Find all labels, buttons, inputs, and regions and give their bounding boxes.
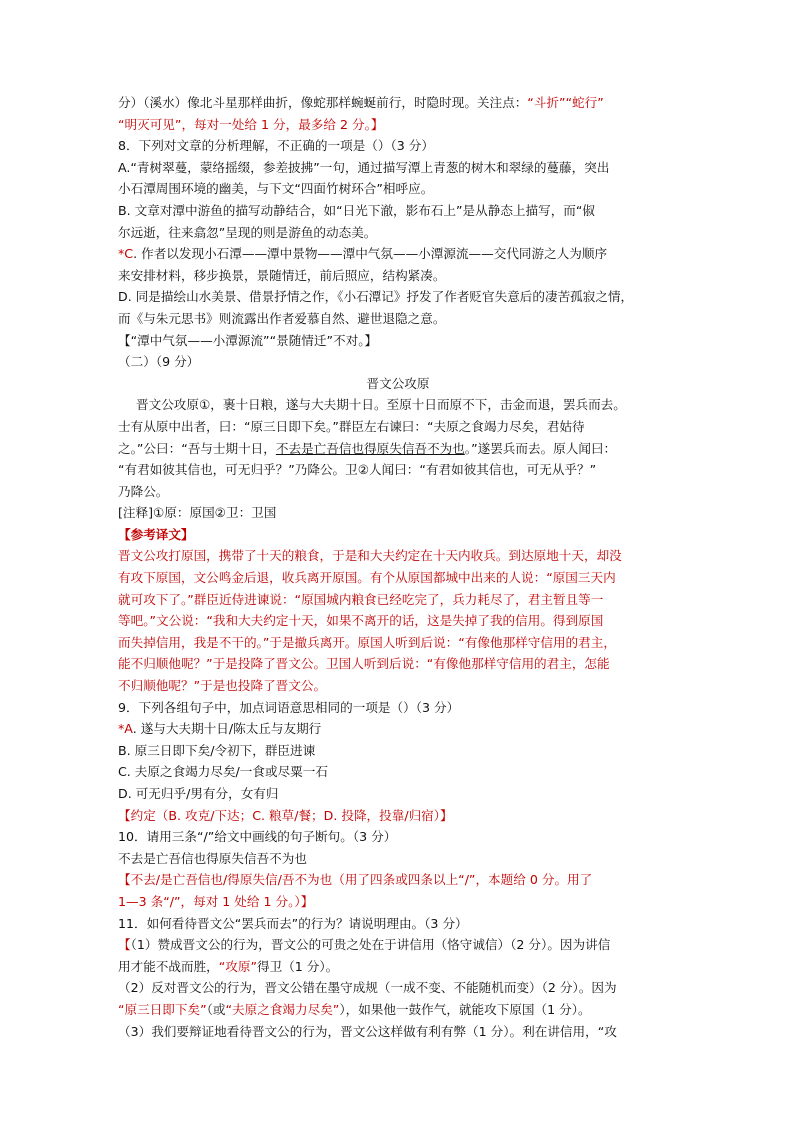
answer-9: 【约定（B. 攻克/下达；C. 粮草/餐；D. 投降，投靠/归宿）】 [118,807,453,823]
option-b-cont: 尔远逝，往来翕忽”呈现的则是游鱼的动态美。 [118,224,377,240]
answer-11-line: 【（1）赞成晋文公的行为，晋文公的可贵之处在于讲信用（恪守诚信）（2 分）。因为讲信 [118,937,611,953]
document-page [118,92,678,1042]
correct-mark: *A [118,721,133,737]
underlined-sentence: 不去是亡吾信也得原失信吾不为也 [275,440,465,456]
answer-8: 【“潭中气氛——小潭源流”“景随情迁”不对。】 [118,332,378,348]
option-a: *A. 遂与大夫期十日/陈太丘与友期行 [118,721,322,737]
translation-line: 不归顺他呢？”于是也投降了晋文公。 [118,678,327,694]
answer-11-line: （3）我们要辩证地看待晋文公的行为，晋文公这样做有利有弊（1 分）。利在讲信用，“攻 [118,1023,617,1039]
answer-line: 分）（溪水）像北斗星那样曲折，像蛇那样蜿蜒前行，时隐时现。关注点：“斗折”“蛇行” [118,95,604,110]
section-label: （二）（9 分） [118,354,200,370]
answer-line: “明灭可见”，每对一处给 1 分，最多给 2 分。】 [118,116,384,132]
translation-line: 有攻下原国，文公鸣金后退，收兵离开原国。有个从原国都城中出来的人说：“原国三天内 [118,570,616,586]
translation-line: 就可攻下了。”群臣近侍进谏说：“原国城内粮食已经吃完了，兵力耗尽了，君主暂且等一 [118,591,604,607]
option-d-cont: 而《与朱元思书》则流露出作者爱慕自然、避世退隐之意。 [118,310,446,326]
option-b: B. 文章对潭中游鱼的描写动静结合，如“日光下澈，影布石上”是从静态上描写，而“俶 [118,202,596,218]
passage-line: 乃降公。 [118,483,169,499]
annotation-note: [注释]①原：原国②卫：卫国 [118,505,277,521]
question-10-stem: 10．请用三条“/”给文中画线的句子断句。（3 分） [118,829,397,845]
passage-line: 晋文公攻原①，裹十日粮，遂与大夫期十日。至原十日而原不下，击金而退，罢兵而去。 [136,397,626,413]
option-c: *C. 作者以发现小石潭——潭中景物——潭中气氛——小潭源流——交代同游之人为顺序 [118,246,608,262]
question-9-stem: 9．下列各组句子中，加点词语意思相同的一项是（）（3 分） [118,699,460,715]
option-d: D. 同是描绘山水美景、借景抒情之作，《小石潭记》抒发了作者贬官失意后的凄苦孤寂之情， [118,289,634,305]
option-b: B. 原三日即下矣/令初下，群臣进谏 [118,742,316,758]
question-10-sentence: 不去是亡吾信也得原失信吾不为也 [118,850,307,866]
answer-11-line: “原三日即下矣”（或“夫原之食竭力尽矣”），如果他一鼓作气，就能攻下原国（1 分）。 [118,1001,591,1017]
passage-line: “有君如彼其信也，可无归乎？”乃降公。卫②人闻曰：“有君如彼其信也，可无从乎？” [118,462,597,478]
translation-header: 【参考译文】 [118,526,194,542]
answer-10-cont: 1—3 条“/”，每对 1 处给 1 分。）】 [118,893,314,909]
translation-line: 晋文公攻打原国，携带了十天的粮食，于是和大夫约定在十天内收兵。到达原地十天，却没 [118,548,622,564]
option-c-cont: 来安排材料，移步换景，景随情迁，前后照应，结构紧凑。 [118,267,446,283]
translation-line: 能不归顺他呢？”于是投降了晋文公。卫国人听到后说：“有像他那样守信用的君主，怎能 [118,656,610,672]
translation-line: 等吧。”文公说：“我和大夫约定十天，如果不离开的话，这是失掉了我的信用。得到原国 [118,613,604,629]
translation-line: 而失掉信用，我是不干的。”于是撤兵离开。原国人听到后说：“有像他那样守信用的君主， [118,634,616,650]
option-a: A.“青树翠蔓，蒙络摇缀，参差披拂”一句，通过描写潭上青葱的树木和翠绿的蔓藤，突出 [118,159,610,175]
question-8-stem: 8．下列对文章的分析理解，不正确的一项是（）（3 分） [118,138,434,154]
option-c: C. 夫原之食竭力尽矣/一食或尽粟一石 [118,764,328,780]
question-11-stem: 11．如何看待晋文公“罢兵而去”的行为？请说明理由。（3 分） [118,915,468,931]
passage-line: 士有从原中出者，曰：“原三日即下矣。”群臣左右谏曰：“夫原之食竭力尽矣，君姑待 [118,418,585,434]
passage-line: 之。”公曰：“吾与士期十日，不去是亡吾信也得原失信吾不为也。”遂罢兵而去。原人闻曰： [118,440,617,456]
answer-11-line: 用才能不战而胜，“攻原”得卫（1 分）。 [118,958,339,974]
option-a-cont: 小石潭周围环境的幽美，与下文“四面竹树环合”相呼应。 [118,181,434,197]
correct-mark: *C [118,246,134,262]
answer-10: 【不去/是亡吾信也/得原失信/吾不为也（用了四条或四条以上“/”，本题给 0 分。用了 [118,872,593,888]
passage-title: 晋文公攻原 [366,375,430,391]
option-d: D. 可无归乎/男有分，女有归 [118,786,279,801]
answer-11-line: （2）反对晋文公的行为，晋文公错在墨守成规（一成不变、不能随机而变）（2 分）。因为 [118,980,617,996]
